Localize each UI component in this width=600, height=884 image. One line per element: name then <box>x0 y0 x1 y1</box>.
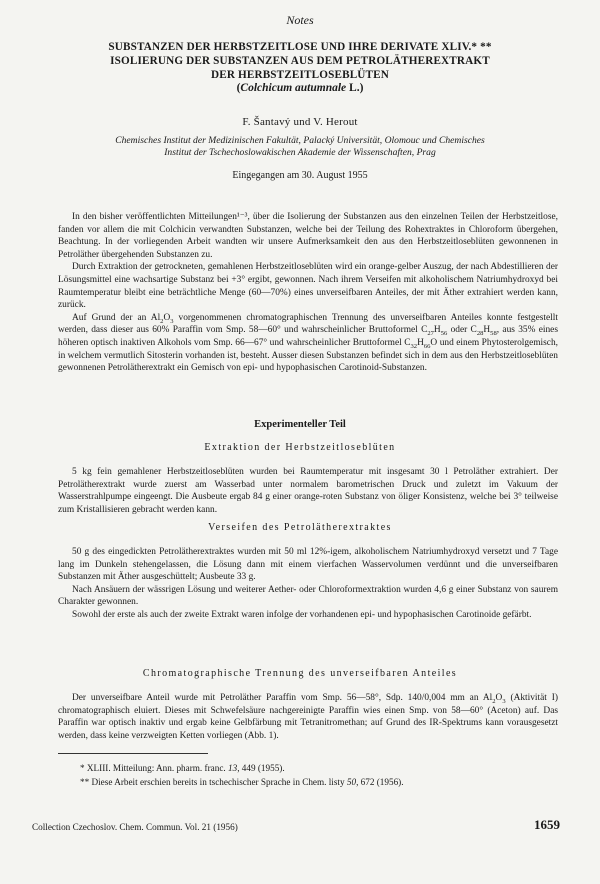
footnote-1: * XLIII. Mitteilung: Ann. pharm. franc. 13, 449 (1955). <box>80 763 285 773</box>
article-title-line-2: ISOLIERUNG DER SUBSTANZEN AUS DEM PETROLÄTHEREXTRAKT <box>110 55 490 67</box>
intro-paragraph-1: In den bisher veröffentlichten Mitteilungen¹⁻³, über die Isolierung der Substanzen aus den einzelnen Teilen der Herbstzeitlose, fanden vor allem die mit Colchicin verwandten Substanzen, welche bei der Teilung des Rohextraktes in Chloroform übergehen, Beachtung. In der vorliegenden Arbeit wandten wir unsere Aufmerksamkeit den aus den Herbstzeitloseblüten gewonnenen in Petroläther übergehenden Substanzen zu. <box>58 212 558 260</box>
article-title-line-3: DER HERBSTZEITLOSEBLÜTEN <box>210 69 389 81</box>
intro-paragraph-3: Auf Grund der an $Al_2O_3$ vorgenommenen chromatographischen Trennung des unverseifbaren Anteiles konnte festgestellt werden, dass dieser aus 60% Paraffin vom Smp. 58—60° und wahrscheinlicher Bruttoformel $C_{27}H_{56}$ oder $C_{28}H_{58}$, aus 35% eines höheren optisch inaktiven Alkohols vom Smp. 66—67° und wahrscheinlicher Bruttoformel $C_{32}H_{66}O$ und einem Phytosterolgemisch, in welchem vermutlich Sitosterin vorhanden ist, besteht. Ausser diesen Substanzen befindet sich in dem aus den Herbstzeitloseblüten gewonnenen Petrolätherextrakt ein Gemisch von epi- und hypophasischen Carotinoid-Substanzen. <box>58 312 558 374</box>
article-title-line-1: SUBSTANZEN DER HERBSTZEITLOSE UND IHRE DERIVATE XLIV.* ** <box>108 41 492 53</box>
footnote-divider <box>58 753 208 754</box>
extraction-text <box>58 466 558 516</box>
running-header: Notes <box>286 13 314 27</box>
page-number: 1659 <box>534 817 560 832</box>
intro-paragraph-2: Durch Extraktion der getrockneten, gemahlenen Herbstzeitloseblüten wird ein orange-gelber Auszug, der nach Abdestillieren der Lösungsmittel eine wachsartige Substanz bei +3° ergibt, gewonnen. Nach ihrem Verseifen mit alkoholischem Natriumhydroxyd bei Raumtemperatur bleibt eine beträchtliche Menge (60—70%) eines unverseifbaren Anteiles, der mit Äther extrahiert werden kann, zurück. <box>58 262 558 311</box>
affiliation-line-1: Chemisches Institut der Medizinischen Fakultät, Palacký Universität, Olomouc und Chemisches <box>115 135 485 146</box>
affiliation <box>40 135 560 159</box>
article-subtitle: (Colchicum autumnale L.) <box>236 82 364 94</box>
chromatography-text <box>58 692 558 742</box>
saponification-paragraph-2: Nach Ansäuern der wässrigen Lösung und weiterer Aether- oder Chloroformextraktion wurden 4,6 g einer Substanz von saurem Charakter gewonnen. <box>58 584 558 608</box>
journal-footer: Collection Czechoslov. Chem. Commun. Vol. 21 (1956) <box>32 822 238 832</box>
authors: F. Šantavý und V. Herout <box>242 116 358 128</box>
species-author: L. <box>349 82 360 94</box>
subsection-heading-chromatography: Chromatographische Trennung des unverseifbaren Anteiles <box>142 668 458 679</box>
saponification-paragraph-1: 50 g des eingedickten Petrolätherextraktes wurden mit 50 ml 12%-igem, alkoholischem Natriumhydroxyd versetzt und 7 Tage lang im Dunkeln stehengelassen, die Lösung dann mit einem vierfachen Wasservolumen verdünnt und die unverseifbaren Substanzen mit Äther ausgeschüttelt; Ausbeute 33 g. <box>58 547 558 583</box>
affiliation-line-2: Institut der Tschechoslowakischen Akademie der Wissenschaften, Prag <box>164 147 436 158</box>
footnote-2: ** Diese Arbeit erschien bereits in tschechischer Sprache in Chem. listy 50, 672 (1956). <box>80 777 404 787</box>
introduction <box>58 211 558 375</box>
chromatography-paragraph: Der unverseifbare Anteil wurde mit Petroläther Paraffin vom Smp. 56—58°, Sdp. 140/0,004 mm an $Al_2O_3$ (Aktivität I) chromatographisch eluiert. Dieses mit Schwefelsäure nachgereinigte Paraffin wies einen Smp. von 58—60° (Aceton) auf. Das Paraffin war optisch inaktiv und ergab keine Gelbfärbung mit Tetranitromethan; auf Grund des IR-Spektrums kann vorausgesetzt werden, dass keine verzweigten Ketten vorliegen (Abb. 1). <box>58 693 558 741</box>
saponification-text <box>58 546 558 622</box>
section-heading-experimental: Experimenteller Teil <box>254 419 346 430</box>
subsection-heading-saponification: Verseifen des Petrolätherextraktes <box>208 522 392 533</box>
saponification-paragraph-3: Sowohl der erste als auch der zweite Extrakt waren infolge der vorhandenen epi- und hypophasischen Carotinoide gefärbt. <box>72 609 532 620</box>
subsection-heading-extraction: Extraktion der Herbstzeitloseblüten <box>204 442 396 453</box>
extraction-paragraph: 5 kg fein gemahlener Herbstzeitloseblüten wurden bei Raumtemperatur mit insgesamt 30 l Petroläther extrahiert. Der Petrolätherextrakt wurde zuerst am Wasserbad unter normalem barometrischen Druck und zuletzt im Vakuum der Wasserstrahlpumpe eingeengt. Die Ausbeute ergab 84 g einer orange-roten Substanz von öliger Konsistenz, welche bei 3° teilweise zum Kristallisieren gebracht werden kann. <box>58 467 558 515</box>
species-name: Colchicum autumnale <box>240 82 347 94</box>
received-date: Eingegangen am 30. August 1955 <box>232 170 368 181</box>
